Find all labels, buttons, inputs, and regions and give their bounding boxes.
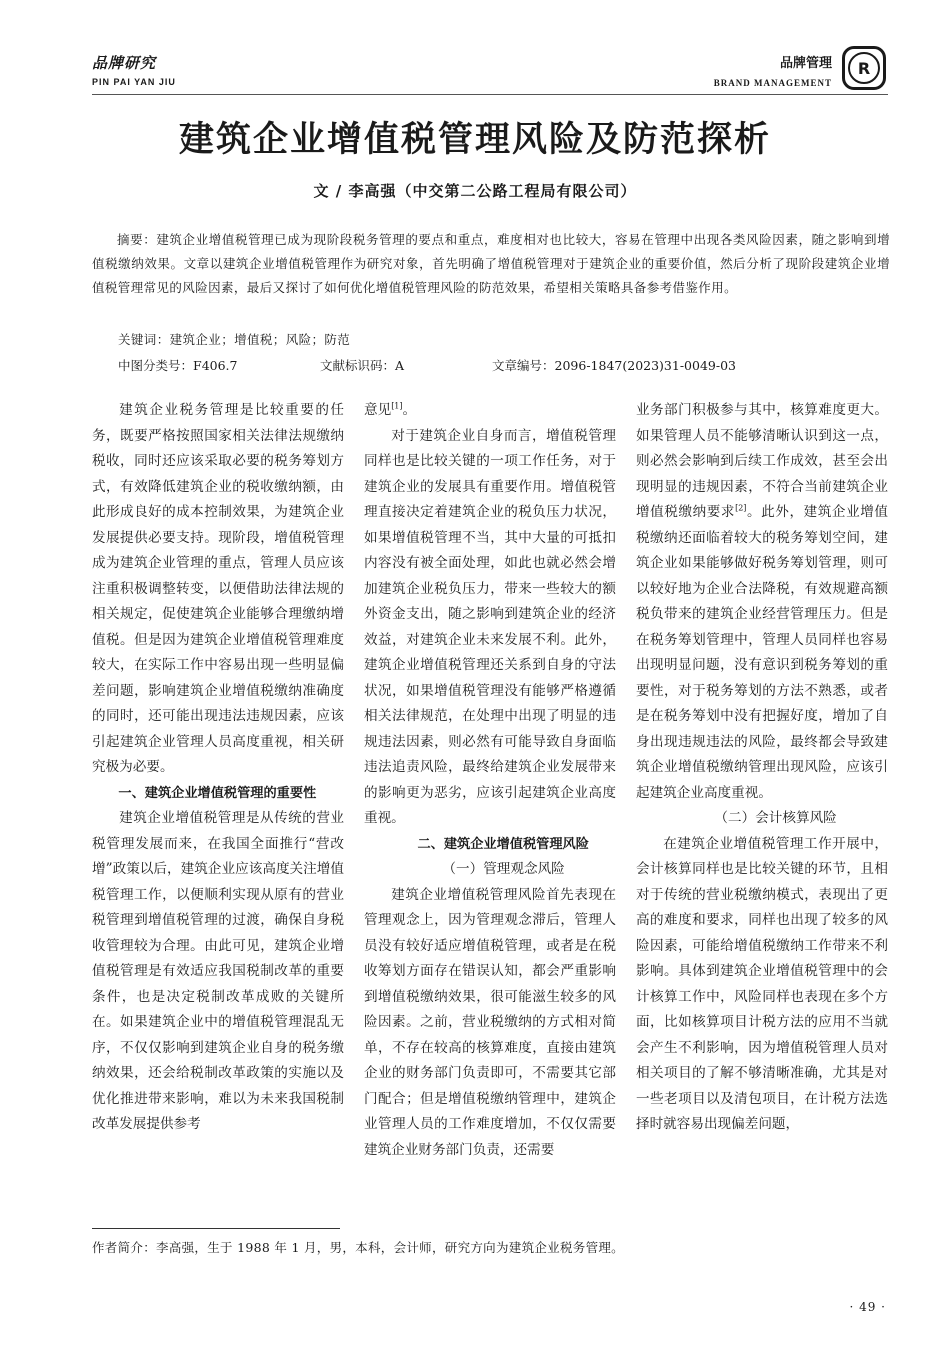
journal-name-cn: 品牌管理: [779, 56, 832, 71]
keywords-text: 建筑企业；增值税；风险；防范: [169, 332, 351, 347]
citation-ref[interactable]: [2]: [735, 503, 747, 513]
footnote-divider: [92, 1228, 340, 1229]
paragraph-continued: [636, 398, 888, 806]
paragraph-text: 意见: [364, 402, 392, 418]
header-divider: [92, 94, 888, 95]
footnote-label: 作者简介：: [92, 1240, 157, 1255]
registered-icon: R: [848, 52, 880, 84]
paragraph-text: 。: [402, 402, 417, 418]
paragraph-text: 。此外，建筑企业增值税缴纳还面临着较大的税务筹划空间，建筑企业如果能够做好税务筹划管理，则可以较好地为企业合法降税，有效规避高额税负带来的建筑企业经营管理压力。但是在税务筹划管理中，管理人员同样也容易出现明显问题，没有意识到税务筹划的重要性，对于税务筹划的方法不熟悉，或者是在税务筹划中没有把握好度，增加了自身出现违规违法的风险，最终都会导致建筑企业增值税缴纳管理出现风险，应该引起建筑企业高度重视。: [636, 504, 888, 801]
column-name-cn: 品牌研究: [92, 54, 157, 72]
paragraph: 对于建筑企业自身而言，增值税管理同样也是比较关键的一项工作任务，对于建筑企业的发展具有重要作用。增值税管理直接决定着建筑企业的税负压力状况，如果增值税管理不当，其中大量的可抵扣内容没有被全面处理，如此也就必然会增加建筑企业税负压力，带来一些较大的额外资金支出，随之影响到建筑企业的经济效益，对建筑企业未来发展不利。此外，建筑企业增值税管理还关系到自身的守法状况，如果增值税管理没有能够严格遵循相关法律规范，在处理中出现了明显的违规违法因素，则必然有可能导致自身面临违法追责风险，最终给建筑企业发展带来的影响更为恶劣，应该引起建筑企业高度重视。: [364, 427, 616, 826]
subsection-heading-1: （一）管理观念风险: [442, 861, 565, 877]
page-number: · 49 ·: [849, 1300, 886, 1314]
subsection-heading-2: （二）会计核算风险: [714, 810, 837, 826]
footnote-text: 李高强，生于 1988 年 1 月，男，本科，会计师，研究方向为建筑企业税务管理。: [156, 1240, 624, 1255]
keywords-label: 关键词：: [118, 332, 170, 347]
abstract-text: 建筑企业增值税管理已成为现阶段税务管理的要点和重点，难度相对也比较大，容易在管理中出现各类风险因素，随之影响到增值税缴纳效果。文章以建筑企业增值税管理作为研究对象，首先明确了增值税管理对于建筑企业的重要价值，然后分析了现阶段建筑企业增值税管理常见的风险因素，最后又探讨了如何优化增值税管理风险的防范效果，希望相关策略具备参考借鉴作用。: [92, 232, 891, 295]
body-column-1: [92, 398, 344, 1138]
article-number-value: 2096-1847(2023)31-0049-03: [554, 358, 736, 373]
paragraph-text: 业务部门积极参与其中，核算难度更大。如果管理人员不能够清晰认识到这一点，则必然会影响到后续工作成效，甚至会出现明显的违规因素，不符合当前建筑企业增值税缴纳要求: [636, 402, 888, 520]
paragraph-continued: [364, 398, 616, 424]
article-title: 建筑企业增值税管理风险及防范探析: [178, 120, 771, 160]
clc-number: [118, 356, 237, 374]
author-footnote: [92, 1238, 624, 1256]
journal-column-header: [92, 52, 176, 87]
section-heading-2: 二、建筑企业增值税管理风险: [417, 836, 589, 852]
author-byline: 文 / 李高强（中交第二公路工程局有限公司）: [313, 182, 637, 200]
section-heading-1: 一、建筑企业增值税管理的重要性: [118, 785, 317, 801]
paragraph: 在建筑企业增值税管理工作开展中，会计核算同样也是比较关键的环节，且相对于传统的营业税缴纳模式，表现出了更高的难度和要求，同样也出现了较多的风险因素，可能给增值税缴纳工作带来不利影响。具体到建筑企业增值税管理中的会计核算工作中，风险同样也表现在多个方面，比如核算项目计税方法的应用不当就会产生不利影响，因为增值税管理人员对相关项目的了解不够清晰准确，尤其是对一些老项目以及清包项目，在计税方法选择时就容易出现偏差问题，: [636, 835, 888, 1132]
keywords: [118, 330, 350, 348]
citation-ref[interactable]: [1]: [391, 401, 403, 411]
article-number: [492, 356, 736, 374]
body-column-2: [364, 398, 616, 1163]
clc-label: 中图分类号：: [118, 358, 194, 373]
clc-value: F406.7: [193, 358, 238, 373]
document-code: [320, 356, 404, 374]
doc-code-label: 文献标识码：: [320, 358, 396, 373]
journal-title-header: [714, 52, 832, 88]
paragraph: 建筑企业增值税管理是从传统的营业税管理发展而来，在我国全面推行“营改增”政策以后，建筑企业应该高度关注增值税管理工作，以便顺利实现从原有的营业税管理到增值税管理的过渡，确保自身税收管理较为合理。由此可见，建筑企业增值税管理是有效适应我国税制改革的重要条件，也是决定税制改革成败的关键所在。如果建筑企业中的增值税管理混乱无序，不仅仅影响到建筑企业自身的税务缴纳效果，还会给税制改革政策的实施以及优化推进带来影响，难以为未来我国税制改革发展提供参考: [92, 810, 344, 1132]
abstract: [92, 228, 890, 300]
doc-code-value: A: [395, 358, 405, 373]
column-name-pinyin: PIN PAI YAN JIU: [92, 77, 176, 87]
journal-name-en: BRAND MANAGEMENT: [713, 78, 832, 88]
article-number-label: 文章编号：: [492, 358, 555, 373]
abstract-label: 摘要：: [117, 232, 157, 247]
paragraph: 建筑企业增值税管理风险首先表现在管理观念上，因为管理观念滞后，管理人员没有较好适应增值税管理，或者是在税收筹划方面存在错误认知，都会严重影响到增值税缴纳效果，很可能滋生较多的风险因素。之前，营业税缴纳的方式相对简单，不存在较高的核算难度，直接由建筑企业的财务部门负责即可，不需要其它部门配合；但是增值税缴纳管理中，建筑企业管理人员的工作难度增加，不仅仅需要建筑企业财务部门负责，还需要: [364, 886, 616, 1158]
registered-logo: [842, 46, 886, 90]
body-column-3: [636, 398, 888, 1138]
paragraph: 建筑企业税务管理是比较重要的任务，既要严格按照国家相关法律法规缴纳税收，同时还应该采取必要的税务筹划方式，有效降低建筑企业的税收缴纳额，由此形成良好的成本控制效果，为建筑企业发展提供必要支持。现阶段，增值税管理成为建筑企业管理的重点，管理人员应该注重积极调整转变，以便借助法律法规的相关规定，促使建筑企业能够合理缴纳增值税。但是因为建筑企业增值税管理难度较大，在实际工作中容易出现一些明显偏差问题，影响建筑企业增值税缴纳准确度的同时，还可能出现违法违规因素，应该引起建筑企业管理人员高度重视，相关研究极为必要。: [92, 402, 344, 775]
